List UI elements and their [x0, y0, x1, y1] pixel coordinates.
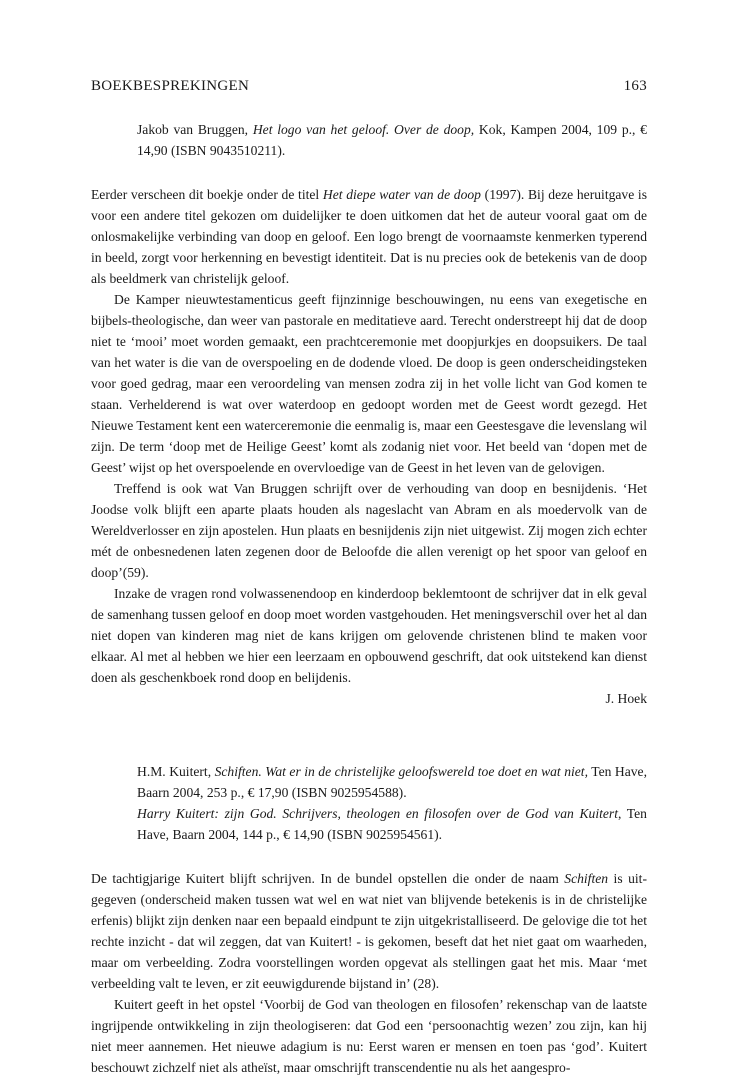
- review1-book-title: Het logo van het geloof. Over de doop,: [252, 122, 475, 137]
- review1-paragraph-3: Treffend is ook wat Van Bruggen schrijft over de verhouding van doop en besnijdenis. ‘Het Joodse volk blijft een aparte plaats houden als nageslacht van Abram en als moedervolk van de Wereldverlosser en zijn apostelen. Hun plaats en besnijdenis zijn niet uitgewist. Zij mogen zich echter mét de onbesnedenen laten zegenen door de Beloofde die allen verenigt op het spoor van geloof en doop’(59).: [91, 481, 647, 580]
- review2-entry-2: Harry Kuitert: zijn God. Schrijvers, theologen en filosofen over de God van Kuitert, Ten Have, Baarn 2004, 144 p., € 14,90 (ISBN 9025954561).: [137, 806, 647, 842]
- review1-author: Jakob van Bruggen,: [137, 122, 253, 137]
- review1-bibliographic-entry: [91, 119, 647, 161]
- review1-publication-details: Kok, Kampen 2004, 109 p., € 14,90 (ISBN 9043510211).: [137, 122, 647, 158]
- review2-paragraph-1: De tachtigjarige Kuitert blijft schrijven. In de bundel opstellen die onder de naam Schiften is uitgegeven (onderscheid maken tussen wat wel en wat niet van blijvende betekenis is in de christelijke erfenis) blijkt zijn denken naar een bepaald eindpunt te zijn uitgekristalliseerd. De gelovige die tot het rechte inzicht - dat wil zeggen, dat van Kuitert! - is gekomen, beseft dat het niet gaat om waarheden, maar om verbeelding. Zodra voorstellingen worden opgevat als stellingen gaat het mis. Maar ‘met verbeelding valt te leven, er zit eeuwigdurende bijstand in’ (28).: [91, 871, 647, 991]
- review2-book-title-2: Harry Kuitert: zijn God. Schrijvers, theologen en filosofen over de God van Kuitert: [137, 806, 618, 821]
- earlier-title: Het diepe water van de doop: [322, 187, 481, 202]
- review1-paragraph-1: Eerder verscheen dit boekje onder de titel Het diepe water van de doop (1997). Bij deze heruitgave is voor een andere titel gekozen om duidelijker te doen uitkomen dat het de auteur vooral gaat om de onlosmakelijke verbinding van doop en geloof. Een logo brengt de voornaamste kenmerken typerend in beeld, zorgt voor herkenning en bevestigt identiteit. Dat is nu precies ook de betekenis van de doop als beeldmerk van christelijk geloof.: [91, 187, 648, 286]
- review1-body: [91, 184, 647, 688]
- reviewer-signature: J. Hoek: [605, 691, 647, 706]
- review2-body: [91, 868, 647, 1078]
- review1-paragraph-2: De Kamper nieuwtestamenticus geeft fijnzinnige beschouwingen, nu eens van exegetische en bijbels-theologische, dan weer van pastorale en meditatieve aard. Terecht onderstreept hij dat de doop niet te ‘mooi’ moet worden gemaakt, een prachtceremonie met doopjurkjes en doopsuikers. De taal van het water is die van de overspoeling en de dodende vloed. De doop is geen onderscheidingsteken voor goed gedrag, maar een veroordeling van mensen zodra zij in het volle licht van God komen te staan. Verhelderend is wat over waterdoop en gedoopt worden met de Geest wordt gezegd. Het Nieuwe Testament kent een waterceremonie die eenmalig is, maar een Geestesgave die levenslang wil zijn. De term ‘doop met de Heilige Geest’ komt als zodanig niet voor. Het beeld van ‘dopen met de Geest’ wijst op het overspoelende en overvloedige van de Geest in het leven van de gelovigen.: [91, 292, 647, 475]
- section-title: BOEKBESPREKINGEN: [91, 78, 250, 94]
- running-head: [91, 78, 647, 95]
- review2-bibliographic-entries: [91, 761, 647, 845]
- schiften-title: Schiften: [564, 871, 609, 886]
- page-number: 163: [623, 78, 647, 94]
- book-review-page: [91, 78, 647, 1078]
- review2-entry-1: H.M. Kuitert, Schiften. Wat er in de christelijke geloofswereld toe doet en wat niet, Ten Have, Baarn 2004, 253 p., € 17,90 (ISBN 9025954588).: [137, 764, 647, 800]
- review2-book-title-1: Schiften. Wat er in de christelijke geloofswereld toe doet en wat niet,: [214, 764, 588, 779]
- review2-paragraph-2: Kuitert geeft in het opstel ‘Voorbij de God van theologen en filosofen’ rekenschap van de laatste ingrijpende ontwikkeling in zijn theologiseren: dat God een ‘persoonachtig wezen’ zou zijn, kan hij niet meer aannemen. Het nieuwe adagium is nu: Eerst waren er mensen en toen pas ‘god’. Kuitert beschouwt zichzelf niet als atheïst, maar omschrijft transcendentie nu als het aangespro-: [91, 997, 647, 1075]
- review1-paragraph-4: Inzake de vragen rond volwassenendoop en kinderdoop beklemtoont de schrijver dat in elk geval de samenhang tussen geloof en doop moet worden vastgehouden. Het meningsverschil over het al dan niet dopen van kinderen mag niet de kans krijgen om gelovende christenen blind te maken voor elkaar. Al met al hebben we hier een leerzaam en opbouwend geschrift, dat ook uitstekend kan dienst doen als geschenkboek rond doop en belijdenis.: [91, 586, 647, 685]
